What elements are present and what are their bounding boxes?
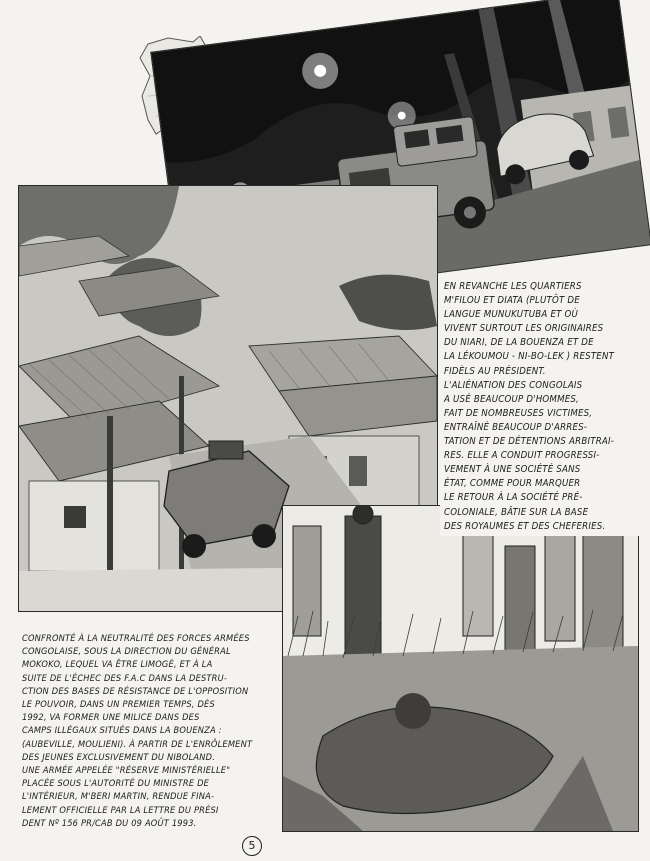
caption-line: CONGOLAISE, SOUS LA DIRECTION DU GÉNÉRAL — [22, 646, 231, 658]
page-number: 5 — [242, 836, 262, 856]
caption-line: CAMPS ILLÉGAUX SITUÉS DANS LA BOUENZA : — [22, 725, 222, 737]
caption-line: VEMENT À UNE SOCIÉTÉ SANS — [444, 464, 581, 476]
caption-line: COLONIALE, BÂTIE SUR LA BASE — [444, 506, 589, 518]
crowd-icon — [283, 506, 638, 831]
caption-line: A USÉ BEAUCOUP D'HOMMES, — [444, 393, 579, 405]
caption-line: LE RETOUR À LA SOCIÉTÉ PRÉ- — [444, 492, 583, 504]
caption-line: UNE ARMÉE APPELÉE "RÉSERVE MINISTÉRIELLE" — [22, 765, 231, 777]
caption-line: RES. ELLE A CONDUIT PROGRESSI- — [444, 450, 600, 462]
caption-line: DENT Nº 156 PR/CAB DU 09 AOÛT 1993. — [22, 817, 197, 829]
panel-body-in-grass — [282, 505, 639, 832]
caption-line: (AUBEVILLE, MOULIENI). À PARTIR DE L'ENRÔLEMENT — [22, 738, 253, 750]
caption-line: FIDÈLS AU PRÉSIDENT. — [444, 365, 546, 377]
caption-right — [440, 278, 646, 536]
caption-line: SUITE DE L'ÉCHEC DES F.A.C DANS LA DESTRU- — [22, 672, 228, 684]
caption-line: MOKOKO, LEQUEL VA ÊTRE LIMOGÉ, ET À LA — [22, 659, 213, 671]
caption-line: LE POUVOIR, DANS UN PREMIER TEMPS, DÈS — [22, 699, 215, 711]
caption-line: LEMENT OFFICIELLE PAR LA LETTRE DU PRÉSI — [22, 804, 219, 816]
caption-line: VIVENT SURTOUT LES ORIGINAIRES — [444, 323, 604, 335]
caption-line: DU NIARI, DE LA BOUENZA ET DE — [444, 337, 594, 349]
caption-line: L'INTÉRIEUR, M'BERI MARTIN, RENDUE FINA- — [22, 791, 215, 803]
caption-line: FAIT DE NOMBREUSES VICTIMES, — [444, 407, 593, 419]
caption-line: LA LÉKOUMOU - NI-BO-LEK ) RESTENT — [444, 351, 615, 363]
caption-line: DES JEUNES EXCLUSIVEMENT DU NIBOLAND. — [22, 751, 216, 763]
caption-line: TATION ET DE DÉTENTIONS ARBITRAI- — [444, 436, 615, 448]
caption-line: PLACÉE SOUS L'AUTORITÉ DU MINISTRE DE — [22, 778, 210, 790]
caption-line: L'ALIÉNATION DES CONGOLAIS — [444, 379, 583, 391]
caption-line: EN REVANCHE LES QUARTIERS — [444, 281, 582, 292]
caption-line: M'FILOU ET DIATA (PLUTÔT DE — [444, 295, 580, 307]
caption-left — [22, 632, 284, 830]
caption-line: 1992, VA FORMER UNE MILICE DANS DES — [22, 712, 200, 724]
caption-line: ENTRAÎNÉ BEAUCOUP D'ARRES- — [444, 421, 588, 433]
caption-line: CONFRONTÉ À LA NEUTRALITÉ DES FORCES ARMÉES — [22, 633, 250, 644]
caption-line: LANGUE MUNUKUTUBA ET OÙ — [444, 309, 579, 321]
caption-line: DES ROYAUMES ET DES CHEFERIES. — [444, 520, 606, 532]
caption-line: CTION DES BASES DE RÉSISTANCE DE L'OPPOSITION — [22, 685, 249, 697]
caption-line: ÉTAT, COMME POUR MARQUER — [444, 478, 581, 490]
